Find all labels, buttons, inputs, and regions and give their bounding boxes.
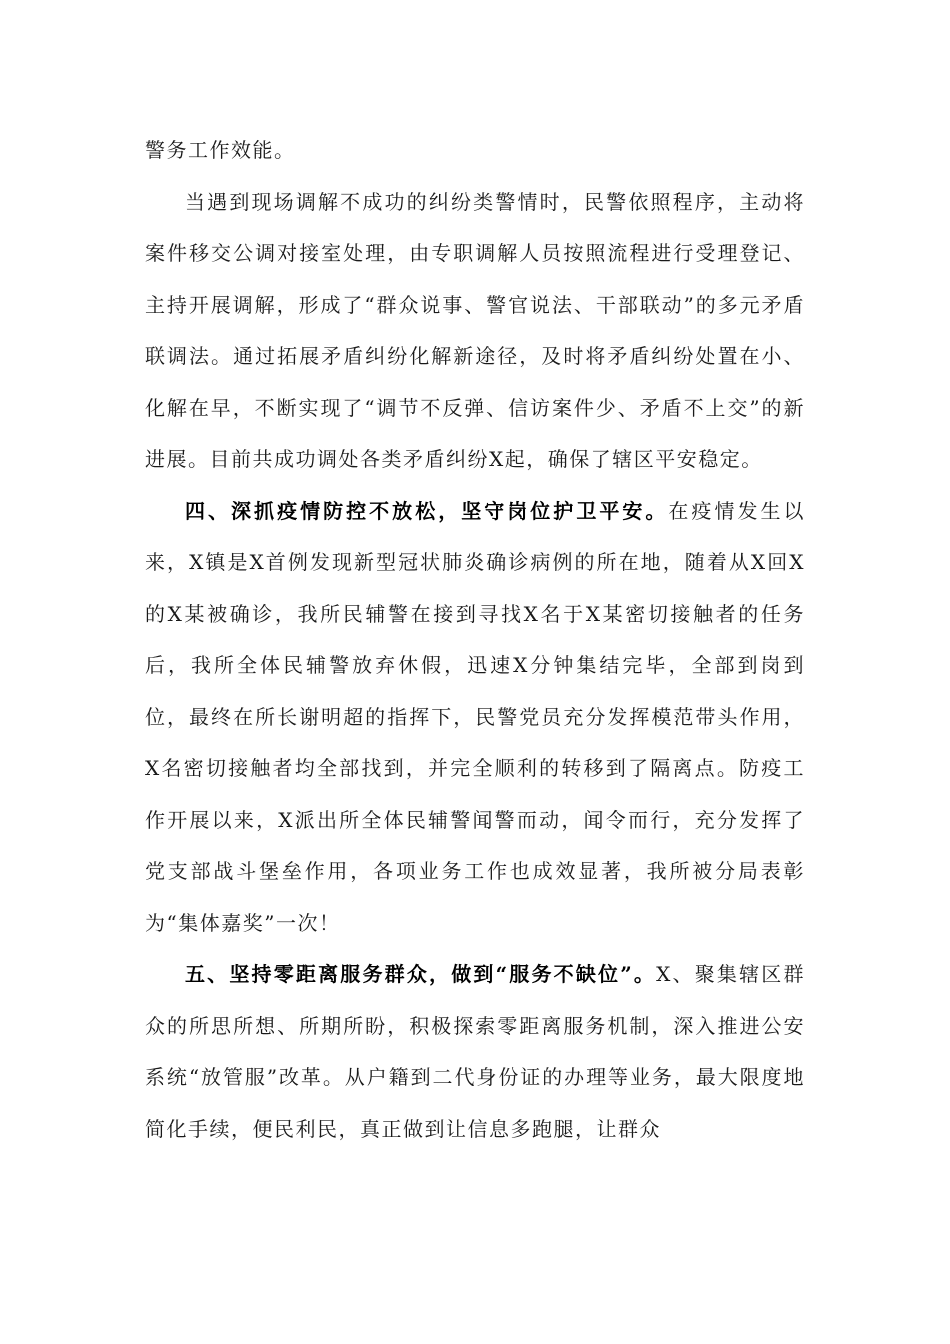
- document-body: [145, 125, 805, 1155]
- paragraph-text: 警务工作效能。: [145, 138, 296, 162]
- section-heading: 四、深抓疫情防控不放松，坚守岗位护卫平安。: [185, 498, 669, 523]
- paragraph-mediation: [145, 177, 805, 486]
- paragraph-continuation: [145, 125, 805, 177]
- paragraph-text: X、聚集辖区群众的所思所想、所期所盼，积极探索零距离服务机制，深入推进公安系统“放管服”改革。从户籍到二代身份证的办理等业务，最大限度地简化手续，便民利民，真正做到让信息多跑腿，让群众: [145, 962, 805, 1141]
- paragraph-section-five: [145, 949, 805, 1155]
- paragraph-text: 当遇到现场调解不成功的纠纷类警情时，民警依照程序，主动将案件移交公调对接室处理，由专职调解人员按照流程进行受理登记、主持开展调解，形成了“群众说事、警官说法、干部联动”的多元矛盾联调法。通过拓展矛盾纠纷化解新途径，及时将矛盾纠纷处置在小、化解在早，不断实现了“调节不反弹、信访案件少、矛盾不上交”的新进展。目前共成功调处各类矛盾纠纷X起，确保了辖区平安稳定。: [145, 189, 805, 471]
- paragraph-section-four: [145, 486, 805, 950]
- paragraph-text: 在疫情发生以来，X镇是X首例发现新型冠状肺炎确诊病例的所在地，随着从X回X的X某被确诊，我所民辅警在接到寻找X名于X某密切接触者的任务后，我所全体民辅警放弃休假，迅速X分钟集结完毕，全部到岗到位，最终在所长谢明超的指挥下，民警党员充分发挥模范带头作用，X名密切接触者均全部找到，并完全顺利的转移到了隔离点。防疫工作开展以来，X派出所全体民辅警闻警而动，闻令而行，充分发挥了党支部战斗堡垒作用，各项业务工作也成效显著，我所被分局表彰为“集体嘉奖”一次！: [145, 498, 806, 935]
- section-heading: 五、坚持零距离服务群众，做到“服务不缺位”。: [185, 962, 657, 986]
